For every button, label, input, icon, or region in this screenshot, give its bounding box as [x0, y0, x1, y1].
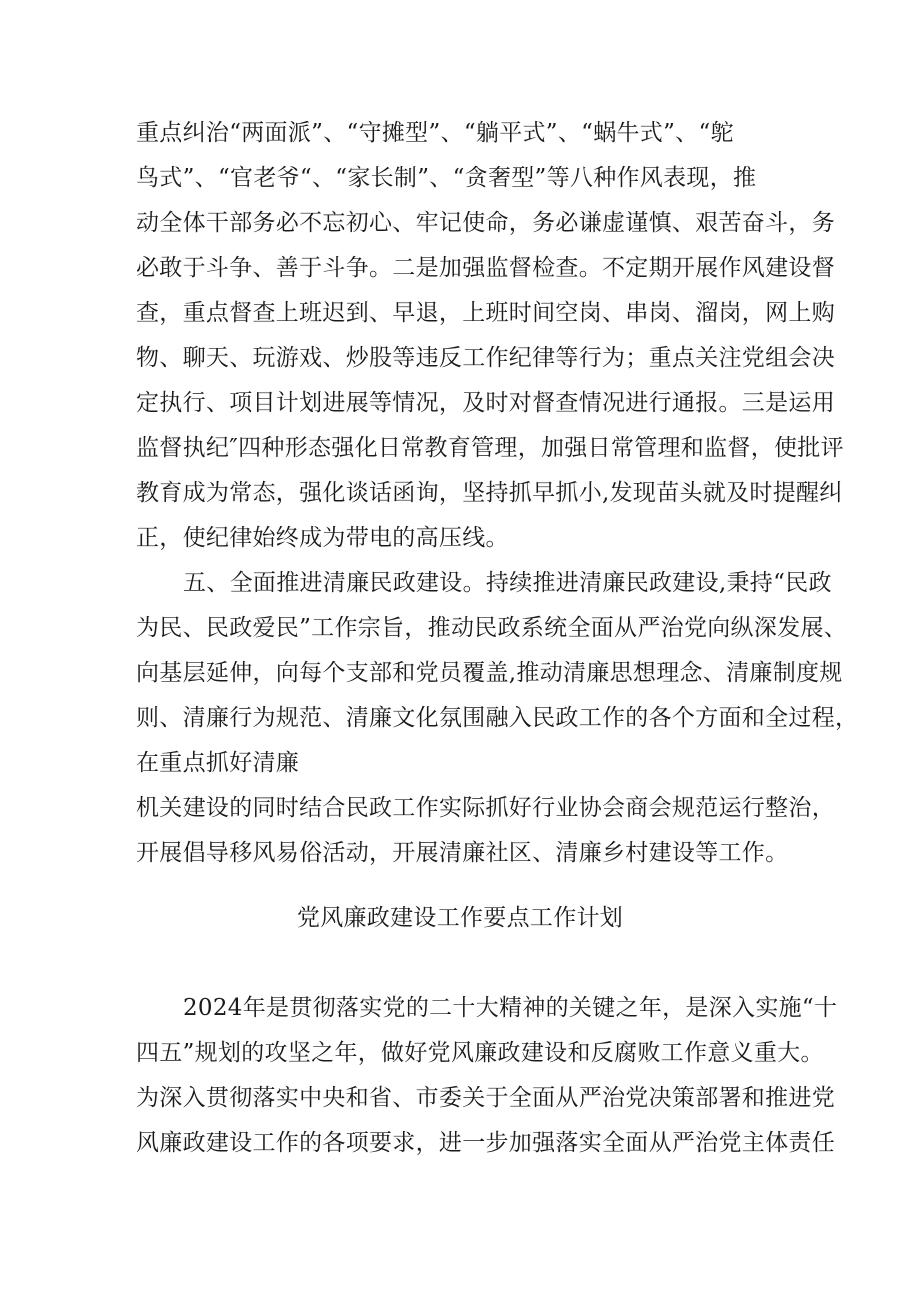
text-line: 为深入贯彻落实中央和省、市委关于全面从严治党决策部署和推进党 — [136, 1085, 835, 1111]
text-line: 正，使纪律始终成为带电的高压线。 — [136, 525, 509, 551]
text-line: 开展倡导移风易俗活动，开展清廉社区、清廉乡村建设等工作。 — [136, 840, 789, 866]
text-line: 为民、民政爱民”工作宗旨，推动民政系统全面从严治党向纵深发展、 — [136, 615, 848, 641]
text-line: 鸟式”、“官老爷“、“家长制”、“贪奢型”等八种作风表现，推 — [136, 165, 757, 191]
text-line: 2024年是贯彻落实党的二十大精神的关键之年，是深入实施“十 — [183, 995, 838, 1021]
text-line: 监督执纪″四种形态强化日常教育管理，加强日常管理和监督，使批评 — [136, 435, 844, 461]
text-line: 查，重点督查上班迟到、早退，上班时间空岗、串岗、溜岗，网上购 — [136, 300, 835, 326]
text-line: 机关建设的同时结合民政工作实际抓好行业协会商会规范运行整治， — [136, 795, 835, 821]
text-line: 物、聊天、玩游戏、炒股等违反工作纪律等行为；重点关注党组会决 — [136, 345, 835, 371]
text-line: 四五”规划的攻坚之年，做好党风廉政建设和反腐败工作意义重大。 — [136, 1040, 824, 1066]
section-title: 党风廉政建设工作要点工作计划 — [296, 905, 624, 931]
text-line: 向基层延伸，向每个支部和党员覆盖,推动清廉思想理念、清廉制度规 — [136, 660, 843, 686]
text-line: 教育成为常态，强化谈话函询，坚持抓早抓小,发现苗头就及时提醒纠 — [136, 480, 843, 506]
text-line: 风廉政建设工作的各项要求，进一步加强落实全面从严治党主体责任 — [136, 1130, 835, 1156]
text-line: 则、清廉行为规范、清廉文化氛围融入民政工作的各个方面和全过程， — [136, 705, 859, 731]
text-line: 在重点抓好清廉 — [136, 750, 300, 776]
text-line: 动全体干部务必不忘初心、牢记使命，务必谦虚谨慎、艰苦奋斗，务 — [136, 210, 835, 236]
text-line: 重点纠治“两面派”、“守摊型”、“躺平式”、“蜗牛式”、“鸵 — [136, 120, 734, 146]
text-line: 必敢于斗争、善于斗争。二是加强监督检查。不定期开展作风建设督 — [136, 255, 835, 281]
text-line: 五、全面推进清廉民政建设。持续推进清廉民政建设,秉持“民政 — [183, 570, 832, 596]
text-line: 定执行、项目计划进展等情况，及时对督查情况进行通报。三是运用 — [136, 390, 835, 416]
